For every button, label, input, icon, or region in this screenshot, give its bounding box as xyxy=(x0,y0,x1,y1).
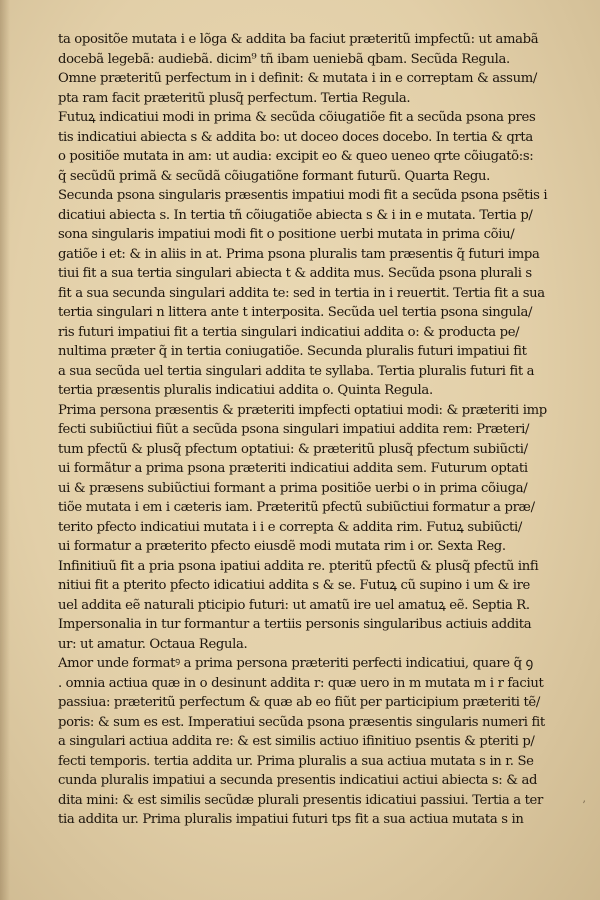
text-line: ui & præsens subiũctiui formant a prima positiõe uerbi o in prima cõiuga/ xyxy=(58,480,528,496)
text-line: tiui fit a sua tertia singulari abiecta t & addita mus. Secũda psona plurali s xyxy=(58,266,532,281)
text-line: cunda pluralis impatiui a secunda presentis indicatiui actiui abiecta s: & ad xyxy=(58,773,538,788)
text-line: dita mini: & est similis secũdæ plurali presentis idicatiui passiui. Tertia a ter xyxy=(58,792,543,808)
text-line: Prima persona præsentis & præteriti impfecti optatiui modi: & præteriti imp xyxy=(58,402,547,418)
text-line: a sua secũda uel tertia singulari addita te syllaba. Tertia pluralis futuri fit a xyxy=(58,363,535,379)
text-line: ris futuri impatiui fit a tertia singulari indicatiui addita o: & producta pe/ xyxy=(58,324,520,340)
text-line: Secunda psona singularis præsentis impatiui modi fit a secũda psona psẽtis i xyxy=(58,188,548,203)
text-block xyxy=(58,30,558,830)
text-line: ui formatur a præterito pfecto eiusdẽ modi mutata rim i or. Sexta Reg. xyxy=(58,539,506,554)
text-line: dicatiui abiecta s. In tertia tñ cõiugatiõe abiecta s & i in e mutata. Tertia p/ xyxy=(58,207,533,223)
text-line: tertia singulari n littera ante t interposita. Secũda uel tertia psona singula/ xyxy=(58,305,533,320)
text-line: a singulari actiua addita re: & est similis actiuo ifinitiuo psentis & pteriti p/ xyxy=(58,734,535,749)
text-line: nitiui fit a pterito pfecto idicatiui addita s & se. Futuꝝ cũ supino i um & ire xyxy=(58,578,530,593)
text-line: Impersonalia in tur formantur a tertiis personis singularibus actiuis addita xyxy=(58,617,532,632)
text-line: fecti temporis. tertia addita ur. Prima pluralis a sua actiua mutata s in r. Se xyxy=(58,753,534,769)
text-line: uel addita eẽ naturali pticipio futuri: ut amatũ ire uel amatuꝝ eẽ. Septia R. xyxy=(58,597,530,613)
text-line: fecti subiũctiui fiũt a secũda psona singulari impatiui addita rem: Præteri/ xyxy=(58,422,530,437)
margin-mark: , xyxy=(582,792,586,805)
text-line: q̃ secũdũ primã & secũdã cõiugatiõne formant futurũ. Quarta Regu. xyxy=(58,168,491,184)
text-line: ur: ut amatur. Octaua Regula. xyxy=(58,636,248,652)
text-line: poris: & sum es est. Imperatiui secũda psona præsentis singularis numeri fit xyxy=(58,714,545,730)
text-line: tia addita ur. Prima pluralis impatiui futuri tps fit a sua actiua mutata s in xyxy=(58,812,524,827)
text-line: gatiõe i et: & in aliis in at. Prima psona pluralis tam præsentis q̃ futuri impa xyxy=(58,246,540,262)
text-line: Omne præteritũ perfectum in i definit: & mutata i in e correptam & assum/ xyxy=(58,71,537,86)
text-line: ui formãtur a prima psona præteriti indicatiui addita sem. Futurum optati xyxy=(58,461,528,476)
text-line: tum pfectũ & plusq̃ pfectum optatiui: & præteritũ plusq̃ pfectum subiũcti/ xyxy=(58,441,528,457)
text-line: terito pfecto indicatiui mutata i i e correpta & addita rim. Futuꝝ subiũcti/ xyxy=(58,519,522,535)
text-line: o positiõe mutata in am: ut audia: excipit eo & queo ueneo qrte cõiugatõ:s: xyxy=(58,149,534,164)
text-line: docebã legebã: audiebã. dicim⁹ tñ ibam ueniebã qbam. Secũda Regula. xyxy=(58,51,510,67)
text-line: tis indicatiui abiecta s & addita bo: ut doceo doces docebo. In tertia & qrta xyxy=(58,129,533,145)
text-line: passiua: præteritũ perfectum & quæ ab eo fiũt per participium præteriti tẽ/ xyxy=(58,695,540,710)
text-line: tertia præsentis pluralis indicatiui addita o. Quinta Regula. xyxy=(58,383,433,398)
text-line: tiõe mutata i em i cæteris iam. Præteritũ pfectũ subiũctiui formatur a præ/ xyxy=(58,500,535,515)
text-line: Amor unde formatꝰ a prima persona præteriti perfecti indicatiui, quare q̃ ꝯ xyxy=(58,656,533,671)
spine-shadow xyxy=(0,0,10,900)
text-line: ta opositõe mutata i e lõga & addita ba faciut præteritũ impfectũ: ut amabã xyxy=(58,32,539,47)
text-line: sona singularis impatiui modi fit o positione uerbi mutata in prima cõiu/ xyxy=(58,227,515,242)
text-line: . omnia actiua quæ in o desinunt addita r: quæ uero in m mutata m i r faciut xyxy=(58,675,544,691)
text-line: fit a sua secunda singulari addita te: sed in tertia in i reuertit. Tertia fit a sua xyxy=(58,285,545,301)
text-line: Infinitiuũ fit a pria psona ipatiui addita re. pteritũ pfectũ & plusq̃ pfectũ infi xyxy=(58,558,539,574)
text-line: nultima præter q̃ in tertia coniugatiõe. Secunda pluralis futuri impatiui fit xyxy=(58,344,527,359)
text-line: pta ram facit præteritũ plusq̃ perfectum. Tertia Regula. xyxy=(58,90,411,106)
text-line: Futuꝝ indicatiui modi in prima & secũda cõiugatiõe fit a secũda psona pres xyxy=(58,110,536,125)
